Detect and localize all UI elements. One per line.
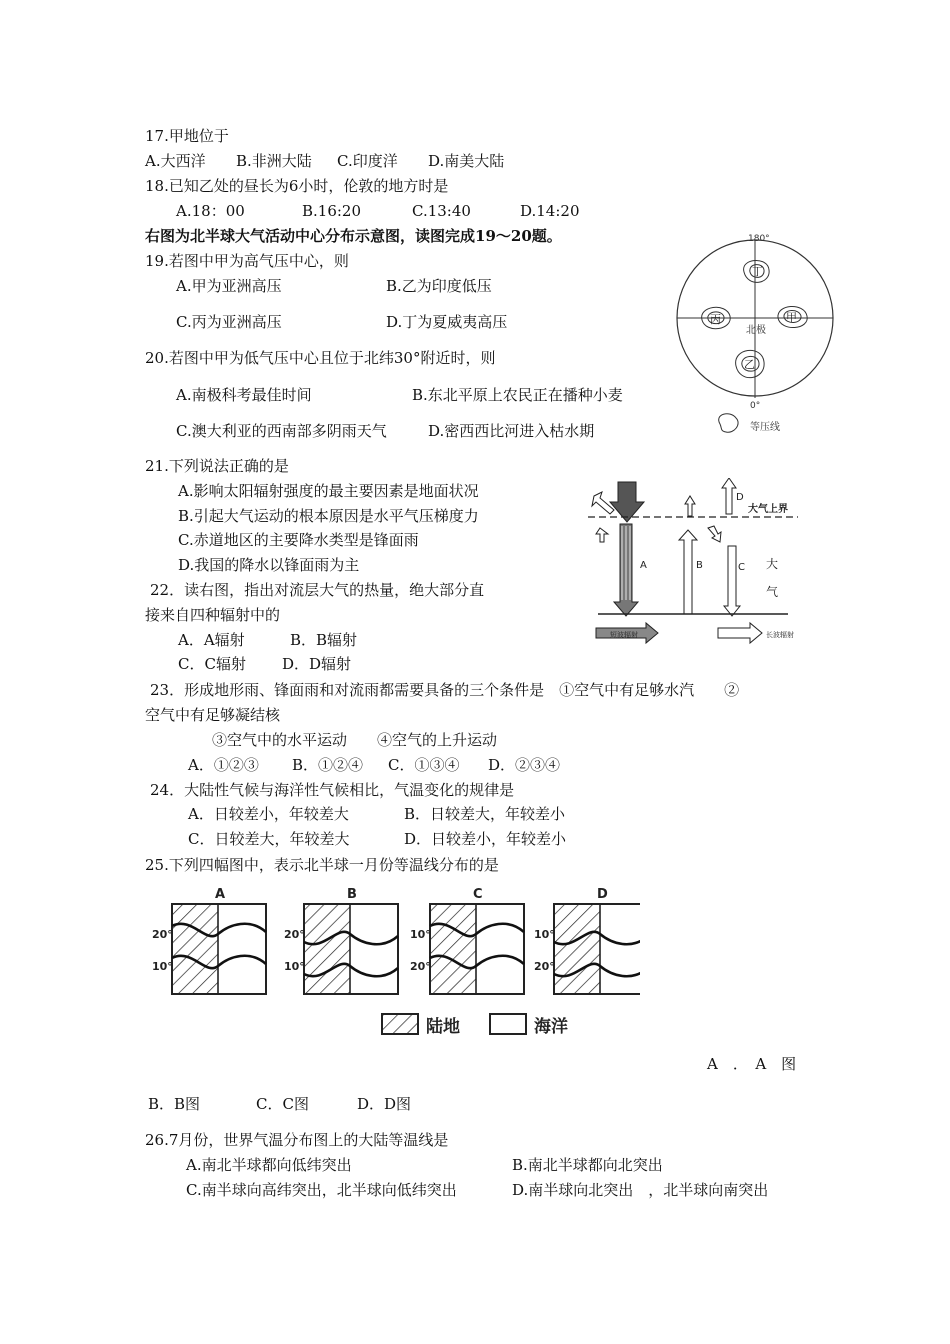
isotherm-upper-value: 10° — [410, 928, 431, 941]
q22-stem-line2: 接来自四种辐射中的 — [145, 606, 281, 624]
isotherm-panel-label: C — [473, 887, 483, 902]
q17-option-a: A.大西洋 — [145, 152, 206, 170]
isotherm-lower-value: 10° — [284, 960, 305, 973]
polar-jia-label: 甲 — [786, 311, 797, 324]
q17-option-d: D.南美大陆 — [428, 152, 505, 170]
q24-option-a: A．日较差小，年较差大 — [188, 805, 349, 823]
radiation-figure — [588, 478, 813, 658]
q22-option-a: A．A辐射 — [178, 631, 245, 649]
legend-land-label: 陆地 — [426, 1017, 460, 1037]
q20-option-b: B.东北平原上农民正在播种小麦 — [412, 386, 623, 404]
isotherm-upper-value: 20° — [152, 928, 173, 941]
rad-label-c: C — [738, 562, 745, 573]
isotherm-panel-d — [534, 887, 640, 994]
q20-option-a: A.南极科考最佳时间 — [176, 386, 312, 404]
q19-option-a: A.甲为亚洲高压 — [176, 277, 282, 295]
q23-conditions: ③空气中的水平运动 ④空气的上升运动 — [212, 731, 498, 749]
isotherm-panel-label: B — [347, 887, 357, 902]
isotherm-panel-c — [410, 887, 524, 994]
q21-option-a: A.影响太阳辐射强度的最主要因素是地面状况 — [178, 482, 479, 500]
q26-option-a: A.南北半球都向低纬突出 — [186, 1156, 352, 1174]
q21-option-b: B.引起大气运动的根本原因是水平气压梯度力 — [178, 507, 479, 525]
isotherm-panel-b — [284, 887, 398, 994]
rad-top-label: 大气上界 — [748, 504, 788, 515]
isotherm-lower-value: 10° — [152, 960, 173, 973]
isotherm-panel-label: A — [215, 887, 226, 902]
polar-center-label: 北极 — [746, 325, 766, 336]
q20-option-c: C.澳大利亚的西南部多阴雨天气 — [176, 422, 387, 440]
q21-option-d: D.我国的降水以锋面雨为主 — [178, 556, 360, 574]
isotherm-panel-label: D — [597, 887, 608, 902]
q22-option-d: D．D辐射 — [282, 655, 352, 673]
q23-option-c: C．①③④ — [388, 756, 460, 774]
rad-label-da: 大 — [766, 557, 779, 571]
q25-stem: 25.下列四幅图中，表示北半球一月份等温线分布的是 — [145, 856, 499, 874]
polar-yi-label: 乙 — [744, 358, 755, 371]
q18-option-a: A.18：00 — [176, 202, 245, 220]
q23-stem-line2: 空气中有足够凝结核 — [145, 706, 281, 724]
q25-option-c: C．C图 — [256, 1095, 309, 1113]
q19-stem: 19.若图中甲为高气压中心，则 — [145, 252, 349, 270]
q25-option-a: A ． A 图 — [707, 1055, 797, 1073]
q17-option-c: C.印度洋 — [337, 152, 398, 170]
polar-bottom-label: 0° — [750, 401, 761, 411]
q26-stem: 26.7月份，世界气温分布图上的大陆等温线是 — [145, 1131, 449, 1149]
rad-label-d: D — [736, 492, 744, 503]
polar-pressure-figure — [670, 232, 840, 442]
q23-stem-line1: 23．形成地形雨、锋面雨和对流雨都需要具备的三个条件是 ①空气中有足够水汽 ② — [150, 681, 740, 699]
rad-legend-long: 长波辐射 — [766, 631, 794, 639]
rad-label-b: B — [696, 560, 703, 571]
q17-option-b: B.非洲大陆 — [236, 152, 312, 170]
q18-option-c: C.13:40 — [412, 202, 471, 220]
q23-option-d: D．②③④ — [488, 756, 561, 774]
intro-19-20: 右图为北半球大气活动中心分布示意图，读图完成19～20题。 — [145, 227, 562, 245]
q22-stem-line1: 22．读右图，指出对流层大气的热量，绝大部分直 — [150, 581, 485, 599]
q20-option-d: D.密西西比河进入枯水期 — [428, 422, 595, 440]
q23-option-a: A．①②③ — [188, 756, 259, 774]
polar-bing-label: 丙 — [710, 313, 721, 326]
q26-option-c: C.南半球向高纬突出，北半球向低纬突出 — [186, 1181, 457, 1199]
q24-option-c: C．日较差大，年较差大 — [188, 830, 350, 848]
q25-option-d: D．D图 — [357, 1095, 412, 1113]
q19-option-d: D.丁为夏威夷高压 — [386, 313, 508, 331]
q26-option-b: B.南北半球都向北突出 — [512, 1156, 663, 1174]
isotherm-lower-value: 20° — [534, 960, 555, 973]
q18-stem: 18.已知乙处的昼长为6小时，伦敦的地方时是 — [145, 177, 449, 195]
q19-option-c: C.丙为亚洲高压 — [176, 313, 282, 331]
q25-option-b: B．B图 — [148, 1095, 201, 1113]
polar-legend-label: 等压线 — [750, 422, 780, 433]
isotherm-lower-value: 20° — [410, 960, 431, 973]
isotherm-panel-a — [152, 887, 266, 994]
polar-ding-label: 丁 — [752, 265, 763, 278]
q23-option-b: B．①②④ — [292, 756, 364, 774]
q22-option-b: B．B辐射 — [290, 631, 358, 649]
rad-legend-short: 短波辐射 — [610, 631, 638, 639]
q18-option-d: D.14:20 — [520, 202, 580, 220]
isotherm-upper-value: 20° — [284, 928, 305, 941]
q17-stem: 17.甲地位于 — [145, 127, 229, 145]
q20-stem: 20.若图中甲为低气压中心且位于北纬30°附近时，则 — [145, 349, 496, 367]
q26-option-d: D.南半球向北突出 ，北半球向南突出 — [512, 1181, 769, 1199]
isotherm-figure — [150, 880, 640, 1050]
q21-stem: 21.下列说法正确的是 — [145, 457, 289, 475]
q24-stem: 24．大陆性气候与海洋性气候相比，气温变化的规律是 — [150, 781, 515, 799]
legend-land-swatch — [382, 1014, 418, 1034]
rad-label-a: A — [640, 560, 647, 571]
q22-option-c: C．C辐射 — [178, 655, 246, 673]
q24-option-d: D．日较差小，年较差小 — [404, 830, 567, 848]
legend-sea-swatch — [490, 1014, 526, 1034]
polar-top-label: 180° — [748, 234, 770, 244]
q19-option-b: B.乙为印度低压 — [386, 277, 492, 295]
legend-sea-label: 海洋 — [534, 1017, 568, 1037]
q18-option-b: B.16:20 — [302, 202, 362, 220]
q21-option-c: C.赤道地区的主要降水类型是锋面雨 — [178, 531, 419, 549]
q24-option-b: B．日较差大，年较差小 — [404, 805, 566, 823]
rad-label-qi: 气 — [766, 585, 779, 599]
isotherm-upper-value: 10° — [534, 928, 555, 941]
